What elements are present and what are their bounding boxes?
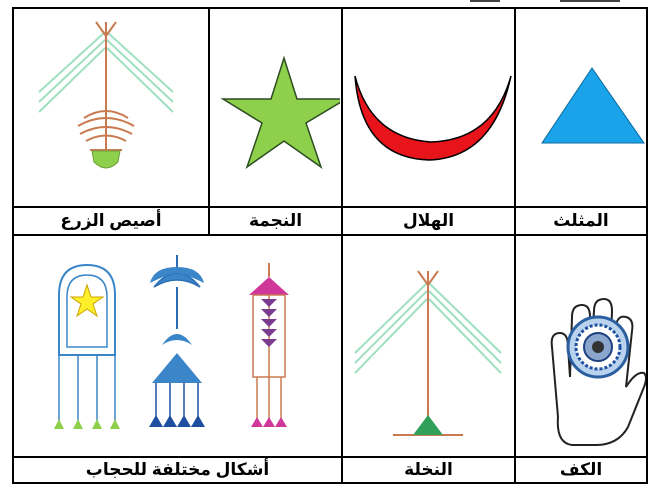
star-cell xyxy=(209,8,342,207)
symbols-table xyxy=(12,7,648,484)
crescent-icon xyxy=(343,10,513,205)
palm-hand-cell xyxy=(515,235,647,457)
table-row-images-2 xyxy=(13,235,647,457)
label-star: النجمة xyxy=(209,207,342,235)
table-row-images-1 xyxy=(13,8,647,207)
label-triangle: المثلث xyxy=(515,207,647,235)
palm-tree-icon xyxy=(343,237,513,455)
plant-pot-cell xyxy=(13,8,209,207)
amulet-shapes-icon xyxy=(14,237,344,455)
label-crescent: الهلال xyxy=(342,207,515,235)
triangle-icon xyxy=(516,10,646,205)
arch-amulet-icon xyxy=(54,265,120,429)
label-amulet-shapes: أشكال مختلفة للحجاب xyxy=(13,457,342,483)
table-row-labels-2 xyxy=(13,457,647,483)
amulet-shapes-cell xyxy=(13,235,342,457)
cropped-text-fragment xyxy=(0,0,656,6)
table-row-labels-1 xyxy=(13,207,647,235)
label-palm-tree: النخلة xyxy=(342,457,515,483)
tower-amulet-icon xyxy=(249,263,289,427)
plant-pot-icon xyxy=(14,10,204,205)
crescent-cell xyxy=(342,8,515,207)
crescent-triangle-amulet-icon xyxy=(149,255,205,427)
triangle-cell xyxy=(515,8,647,207)
hamsa-hand-icon xyxy=(516,237,646,455)
palm-tree-cell xyxy=(342,235,515,457)
label-palm-hand: الكف xyxy=(515,457,647,483)
label-plant-pot: أصيص الزرع xyxy=(13,207,209,235)
cropped-top-text-line xyxy=(0,0,656,6)
star-icon xyxy=(210,10,340,205)
